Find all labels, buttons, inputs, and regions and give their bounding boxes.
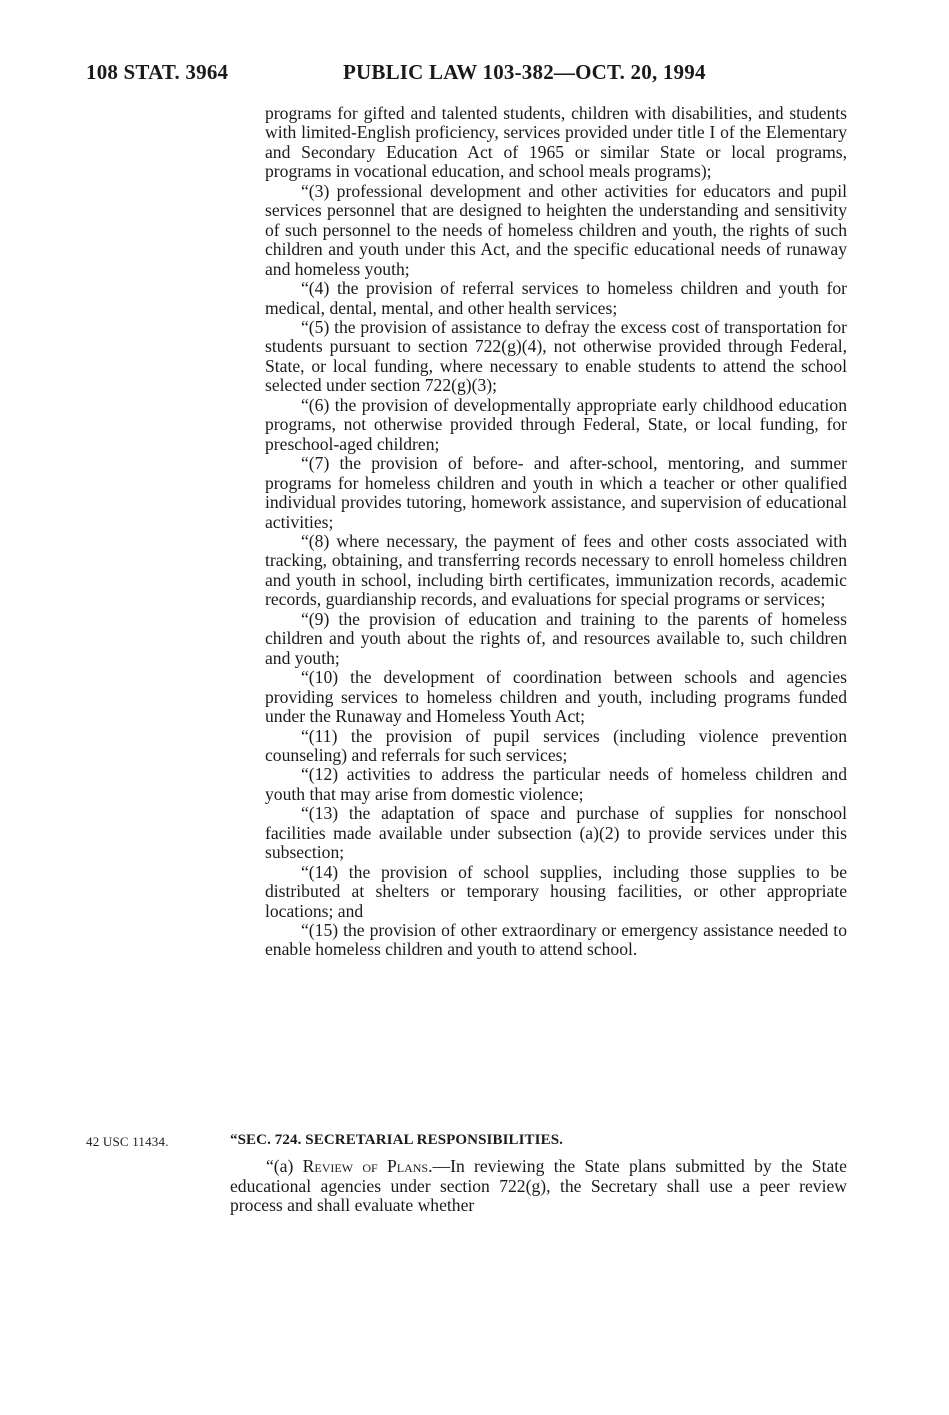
continuation-paragraph: programs for gifted and talented students, children with disabilities, and students with limited-English proficiency, services provided under title I of the Elementary and Secondary Education Act of 1965 or similar State or local programs, programs in vocational education, and school meals programs); [265,103,847,182]
usc-margin-note: 42 USC 11434. [86,1134,169,1149]
list-item-7: “(7) the provision of before- and after-school, mentoring, and summer programs for homeless children and youth in which a teacher or other qualified individual provides tutoring, homework assistance, and supervision of educational activities; [265,453,847,532]
list-item-10: “(10) the development of coordination between schools and agencies providing services to homeless children and youth, including programs funded under the Runaway and Homeless Youth Act; [265,667,847,727]
list-item-8: “(8) where necessary, the payment of fees and other costs associated with tracking, obtaining, and transferring records necessary to enroll homeless children and youth in school, including birth certificates, immunization records, academic records, guardianship records, and evaluations for special programs or services; [265,530,847,610]
subsection-a-paragraph [230,1157,847,1216]
page-law-title: PUBLIC LAW 103-382—OCT. 20, 1994 [343,60,706,84]
list-item-6: “(6) the provision of developmentally appropriate early childhood education programs, not otherwise provided through Federal, State, or local funding, for preschool-aged children; [265,394,847,454]
body-text [265,104,847,960]
list-item-14: “(14) the provision of school supplies, including those supplies to be distributed at shelters or temporary housing facilities, or other appropriate locations; and [265,861,847,921]
list-item-4: “(4) the provision of referral services to homeless children and youth for medical, dental, mental, and other health services; [265,278,847,318]
list-item-15: “(15) the provision of other extraordinary or emergency assistance needed to enable homeless children and youth to attend school. [265,920,847,960]
list-item-9: “(9) the provision of education and training to the parents of homeless children and youth about the rights of, and resources available to, such children and youth; [265,608,847,668]
list-item-13: “(13) the adaptation of space and purchase of supplies for nonschool facilities made available under subsection (a)(2) to provide services under this subsection; [265,803,847,863]
page-stat-reference: 108 STAT. 3964 [86,60,229,84]
list-item-12: “(12) activities to address the particular needs of homeless children and youth that may arise from domestic violence; [265,764,847,804]
subsection-title: Review of Plans [302,1156,429,1176]
list-item-3: “(3) professional development and other activities for educators and pupil services personnel that are designed to heighten the understanding and sensitivity of such personnel to the needs of homeless children and youth, the rights of such children and youth under this Act, and the specific educational needs of runaway and homeless youth; [265,180,847,279]
list-item-5: “(5) the provision of assistance to defray the excess cost of transportation for students pursuant to section 722(g)(4), not otherwise provided through Federal, State, or local funding, where necessary to enable students to attend the school selected under section 722(g)(3); [265,316,847,396]
list-item-11: “(11) the provision of pupil services (including violence prevention counseling) and referrals for such services; [265,725,847,765]
subsection-text: .—In reviewing the State plans submitted by the State educational agencies under section 722(g), the Secretary shall use a peer review process and shall evaluate whether [230,1156,847,1215]
subsection-lead: “(a) [266,1156,303,1176]
section-heading: “SEC. 724. SECRETARIAL RESPONSIBILITIES. [230,1132,563,1148]
